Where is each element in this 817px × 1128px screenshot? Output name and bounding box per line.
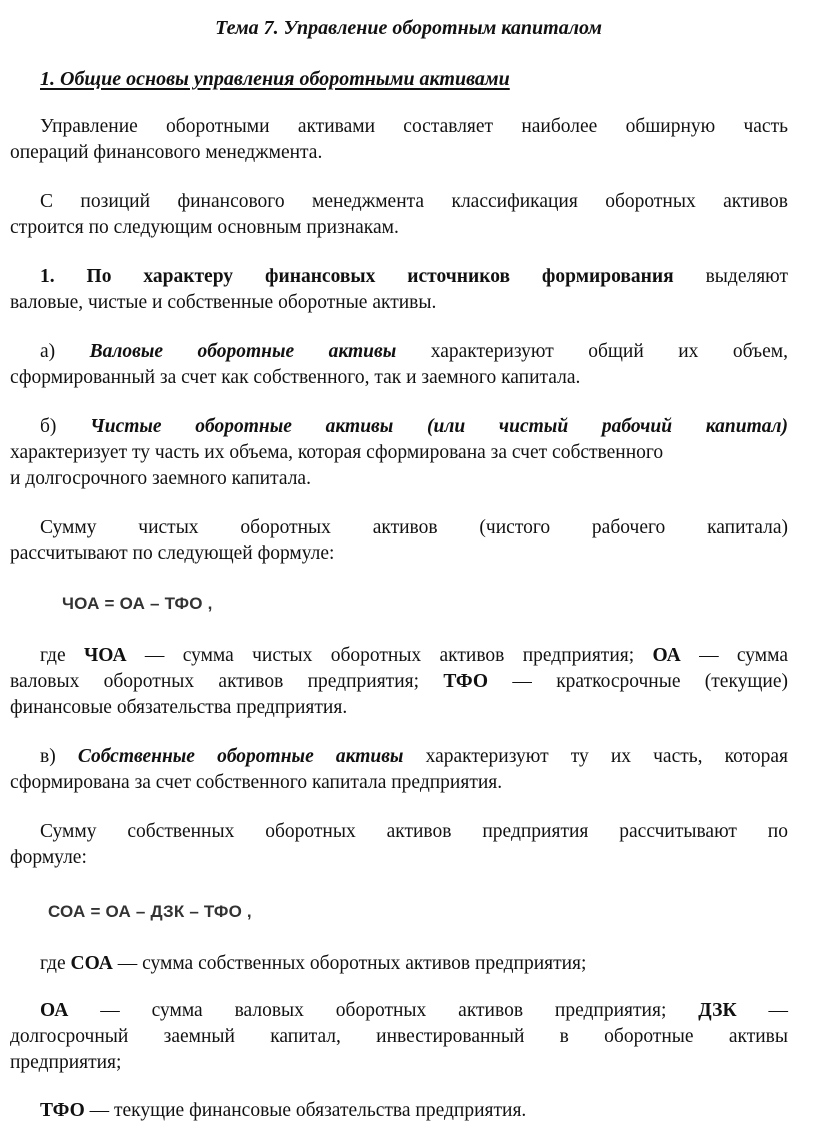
where-word: где [40,645,66,666]
definition-tfo-start: — краткосрочные (текущие) [512,671,788,692]
paragraph-7-line-1 [40,643,788,668]
classification-heading: 1. По характеру финансовых источников формирования [40,266,674,287]
term-own-current-assets: Собственные оборотные активы [77,746,404,767]
symbol-oa-2: ОА [40,1000,69,1021]
item-b-prefix: б) [40,416,57,437]
paragraph-3-rest: выделяют [705,266,789,287]
paragraph-6-line-2: рассчитывают по следующей формуле: [10,543,335,564]
paragraph-1-line-1: Управление оборотными активами составляет наиболее обширную часть [40,116,788,137]
formula-own-current-assets: СОА = ОА – ДЗК – ТФО , [48,902,252,921]
definition-oa-2: — сумма валовых оборотных активов предприятия; [100,1000,667,1021]
paragraph-8-line-2: сформирована за счет собственного капитала предприятия. [10,772,503,793]
symbol-tfo: ТФО [443,671,489,692]
paragraph-8-rest: характеризуют ту их часть, которая [425,746,788,767]
definition-oa-end: валовых оборотных активов предприятия; [10,671,420,692]
definition-tfo-2: — текущие финансовые обязательства предприятия. [89,1100,527,1121]
paragraph-9-line-1: Сумму собственных оборотных активов предприятия рассчитывают по [40,821,788,842]
paragraph-4-rest: характеризуют общий их объем, [430,341,789,362]
paragraph-5-line-3: и долгосрочного заемного капитала. [10,468,311,489]
paragraph-6-line-1: Сумму чистых оборотных активов (чистого рабочего капитала) [40,517,788,538]
symbol-soa: СОА [70,953,113,974]
paragraph-10-line-1 [40,951,817,976]
item-a-prefix: а) [40,341,56,362]
paragraph-12-line-1 [40,1098,817,1123]
paragraph-2-line-1: С позиций финансового менеджмента классификация оборотных активов [40,191,788,212]
dash: — [768,1000,789,1021]
symbol-oa: ОА [652,645,681,666]
paragraph-1-line-2: операций финансового менеджмента. [10,142,323,163]
paragraph-11-line-2: долгосрочный заемный капитал, инвестированный в оборотные активы [10,1026,788,1047]
where-word-2: где [40,953,66,974]
paragraph-3-line-2: валовые, чистые и собственные оборотные активы. [10,292,437,313]
paragraph-11-line-1 [40,998,788,1023]
paragraph-8-line-1 [40,744,788,769]
formula-net-current-assets: ЧОА = ОА – ТФО , [62,594,213,613]
paragraph-3-line-1 [40,264,788,289]
term-net-current-assets: Чистые оборотные активы (или чистый рабочий капитал) [90,416,789,437]
symbol-dzk: ДЗК [698,1000,737,1021]
symbol-tfo-2: ТФО [40,1100,85,1121]
paragraph-5-line-1 [40,414,788,439]
paragraph-7-line-3: финансовые обязательства предприятия. [10,697,348,718]
definition-soa: — сумма собственных оборотных активов предприятия; [117,953,587,974]
paragraph-7-line-2 [10,669,788,694]
paragraph-5-line-2: характеризует ту часть их объема, которая сформирована за счет собственного [10,442,664,463]
paragraph-2-line-2: строится по следующим основным признакам. [10,217,399,238]
definition-oa-start: — сумма [699,645,788,666]
item-c-prefix: в) [40,746,56,767]
paragraph-11-line-3: предприятия; [10,1052,122,1073]
symbol-choa: ЧОА [83,645,127,666]
term-gross-current-assets: Валовые оборотные активы [89,341,397,362]
paragraph-9-line-2: формуле: [10,847,87,868]
paragraph-4-line-1 [40,339,788,364]
document-title: Тема 7. Управление оборотным капиталом [215,17,602,39]
definition-choa: — сумма чистых оборотных активов предприятия; [144,645,635,666]
paragraph-4-line-2: сформированный за счет как собственного, так и заемного капитала. [10,367,581,388]
section-heading: 1. Общие основы управления оборотными активами [40,68,510,90]
